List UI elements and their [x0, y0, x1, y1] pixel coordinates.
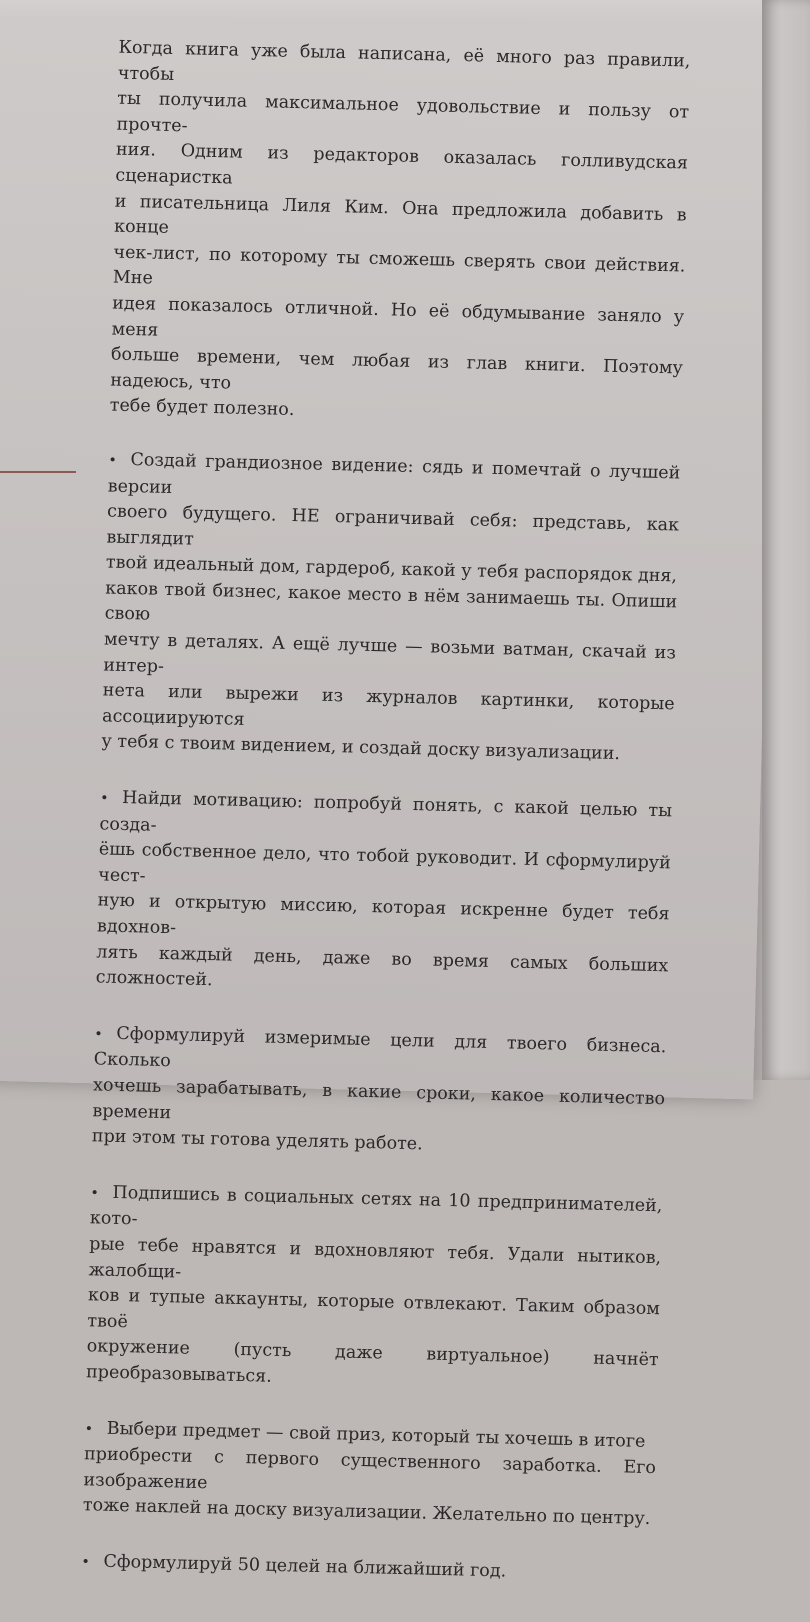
item-line: ёшь собственное дело, что тобой руководит. И сформулируй чест- — [98, 839, 671, 887]
item-line: рые тебе нравятся и вдохновляют тебя. Удали нытиков, жалобщи- — [88, 1234, 662, 1283]
item-line: ков и тупые аккаунты, которые отвлекают. Таким образом твоё — [87, 1285, 661, 1332]
item-line: тоже наклей на доску визуализации. Желательно по центру. — [82, 1495, 651, 1530]
bullet-icon: • — [108, 452, 117, 469]
bullet-icon: • — [99, 790, 109, 807]
item-line: Подпишись в социальных сетях на 10 предпринимателей, кото- — [89, 1182, 663, 1230]
checklist-item-motivation — [95, 785, 672, 1005]
checklist-item-vision — [101, 447, 680, 769]
intro-paragraph — [109, 36, 690, 434]
intro-line: больше времени, чем любая из глав книги. Поэтому надеюсь, что — [110, 344, 684, 394]
bullet-icon: • — [94, 1026, 103, 1043]
item-line: Найди мотивацию: попробуй понять, с какой целью ты созда- — [99, 787, 673, 836]
item-line: лять каждый день, даже во время самых больших сложностей. — [95, 941, 669, 991]
item-line: Сформулируй 50 целей на ближайший год. — [103, 1551, 507, 1582]
bullet-icon: • — [84, 1420, 94, 1437]
item-line: Выбери предмет — свой приз, который ты хочешь в итоге — [106, 1418, 646, 1452]
item-line: Сформулируй измеримые цели для твоего бизнеса. Сколько — [93, 1023, 667, 1072]
item-line: при этом ты готова уделять работе. — [91, 1126, 423, 1155]
item-line: приобрести с первого существенного заработка. Его изображение — [83, 1444, 657, 1493]
margin-bookmark-line — [0, 471, 76, 473]
page-top-shadow — [0, 0, 810, 18]
bullet-icon: • — [81, 1554, 90, 1571]
page-text — [80, 36, 690, 1620]
next-page-edge — [762, 0, 810, 1080]
checklist-item-goals — [92, 1021, 667, 1164]
bullet-icon: • — [90, 1185, 99, 1202]
intro-line: чек-лист, по которому ты сможешь сверять свои действия. Мне — [112, 242, 686, 289]
item-line: твой идеальный дом, гардероб, какой у тебя распорядок дня, — [105, 552, 678, 587]
item-line: ную и открытую миссию, которая искренне будет тебя вдохнов- — [96, 890, 670, 939]
item-line: окружение (пусть даже виртуальное) начнёт преобразовываться. — [85, 1336, 659, 1387]
item-line: мечту в деталях. А ещё лучше — возьми ватман, скачай из интер- — [103, 629, 677, 677]
intro-line: ты получила максимальное удовольствие и пользу от прочте- — [116, 88, 690, 137]
intro-line: идея показалось отличной. Но её обдумывание заняло у меня — [111, 293, 685, 341]
intro-line: Когда книга уже была написана, её много раз правили, чтобы — [117, 37, 691, 85]
item-line: хочешь зарабатывать, в какие сроки, какое количество времени — [92, 1075, 666, 1123]
item-line: у тебя с твоим видением, и создай доску визуализации. — [101, 731, 621, 765]
item-line: Создай грандиозное видение: сядь и помечтай о лучшей версии — [107, 449, 681, 498]
intro-line: тебе будет полезно. — [109, 395, 295, 421]
checklist-item-social — [86, 1180, 663, 1400]
item-line: каков твой бизнес, какое место в нём занимаешь ты. Опиши свою — [104, 578, 678, 626]
item-line: своего будущего. НЕ ограничивай себя: представь, как выглядит — [106, 501, 680, 550]
checklist-item-50-goals — [81, 1549, 653, 1590]
item-line: нета или вырежи из журналов картинки, которые ассоциируются — [101, 680, 675, 730]
intro-line: ния. Одним из редакторов оказалась голливудская сценаристка — [115, 139, 689, 189]
intro-line: и писательница Лиля Ким. Она предложила добавить в конце — [113, 191, 687, 239]
checklist-item-prize — [83, 1416, 657, 1533]
